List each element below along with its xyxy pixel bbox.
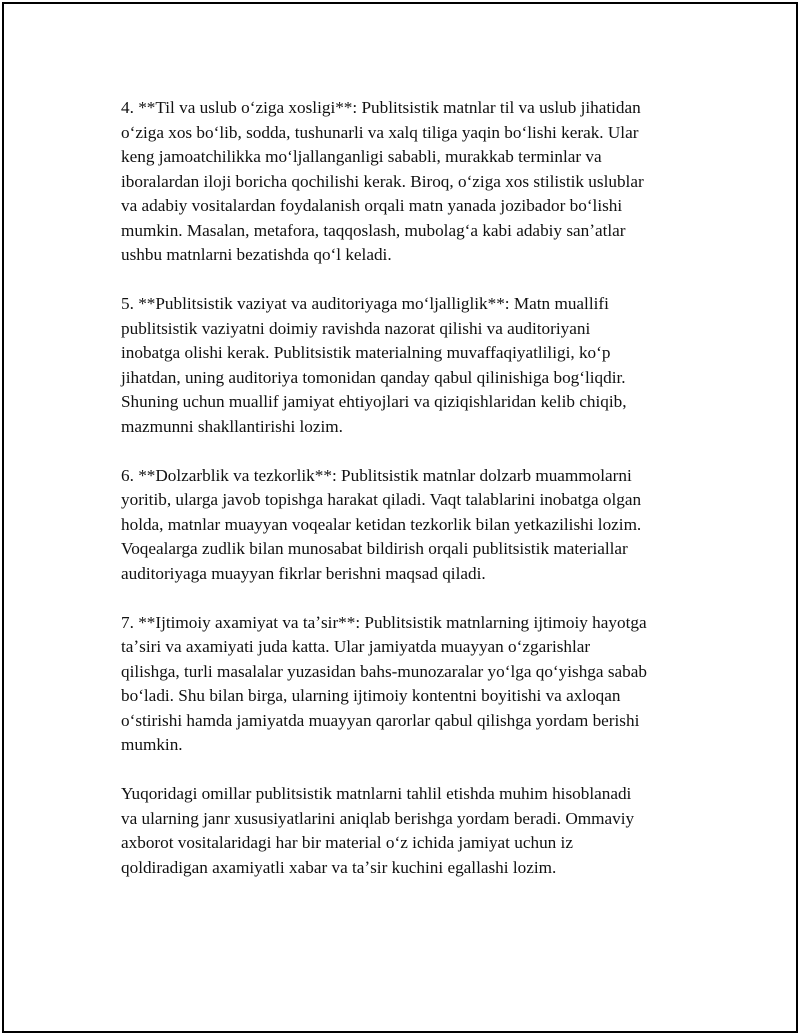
text-line: 4. **Til va uslub oʻziga xosligi**: Publitsistik matnlar til va uslub jihatidan — [121, 98, 641, 117]
text-line: Shuning uchun muallif jamiyat ehtiyojlari va qiziqishlaridan kelib chiqib, — [121, 392, 627, 411]
text-line: va ularning janr xususiyatlarini aniqlab berishga yordam beradi. Ommaviy — [121, 808, 635, 828]
text-line: mumkin. Masalan, metafora, taqqoslash, mubolagʻa kabi adabiy sanʼatlar — [121, 220, 626, 240]
text-line: publitsistik vaziyatni doimiy ravishda nazorat qilishi va auditoriyani — [121, 318, 591, 338]
text-line: 7. **Ijtimoiy axamiyat va taʼsir**: Publitsistik matnlarning ijtimoiy hayotga — [121, 612, 647, 632]
text-line: mazmunni shakllantirishi lozim. — [121, 416, 343, 436]
text-line: iboralardan iloji boricha qochilishi kerak. Biroq, oʻziga xos stilistik uslublar — [121, 171, 644, 191]
text-line: oʻziga xos boʻlib, sodda, tushunarli va xalq tiliga yaqin boʻlishi kerak. Ular — [121, 122, 639, 142]
paragraph-4-til-va-uslub — [121, 96, 711, 268]
text-line: holda, matnlar muayyan voqealar ketidan tezkorlik bilan yetkazilishi lozim. — [121, 514, 642, 534]
text-line: qilishga, turli masalalar yuzasidan bahs-munozaralar yoʻlga qoʻyishga sabab — [121, 661, 647, 681]
text-line: Yuqoridagi omillar publitsistik matnlarni tahlil etishda muhim hisoblanadi — [121, 784, 632, 803]
text-line: keng jamoatchilikka moʻljallanganligi sababli, murakkab terminlar va — [121, 147, 602, 166]
text-line: ushbu matnlarni bezatishda qoʻl keladi. — [121, 245, 392, 264]
text-line: inobatga olishi kerak. Publitsistik materialning muvaffaqiyatliligi, koʻp — [121, 343, 611, 362]
text-line: 5. **Publitsistik vaziyat va auditoriyaga moʻljalliglik**: Matn muallifi — [121, 294, 609, 313]
text-line: Voqealarga zudlik bilan munosabat bildirish orqali publitsistik materiallar — [121, 539, 628, 558]
text-line: boʻladi. Shu bilan birga, ularning ijtimoiy kontentni boyitishi va axloqan — [121, 686, 621, 705]
text-line: axborot vositalaridagi har bir material oʻz ichida jamiyat uchun iz — [121, 833, 573, 852]
text-line: auditoriyaga muayyan fikrlar berishni maqsad qiladi. — [121, 563, 486, 583]
paragraph-7-ijtimoiy-axamiyat — [121, 611, 711, 758]
document-body — [121, 96, 711, 905]
page-frame — [2, 2, 798, 1033]
text-line: taʼsiri va axamiyati juda katta. Ular jamiyatda muayyan oʻzgarishlar — [121, 637, 591, 656]
text-line: 6. **Dolzarblik va tezkorlik**: Publitsistik matnlar dolzarb muammolarni — [121, 465, 632, 485]
text-line: yoritib, ularga javob topishga harakat qiladi. Vaqt talablarini inobatga olgan — [121, 490, 642, 509]
text-line: jihatdan, uning auditoriya tomonidan qanday qabul qilinishiga bogʻliqdir. — [121, 367, 626, 387]
paragraph-conclusion — [121, 782, 711, 880]
text-line: oʻstirishi hamda jamiyatda muayyan qarorlar qabul qilishga yordam berishi — [121, 710, 640, 730]
paragraph-5-publitsistik-vaziyat — [121, 292, 711, 439]
text-line: qoldiradigan axamiyatli xabar va taʼsir kuchini egallashi lozim. — [121, 857, 557, 877]
text-line: va adabiy vositalardan foydalanish orqali matn yanada jozibador boʻlishi — [121, 196, 623, 215]
paragraph-6-dolzarblik — [121, 464, 711, 587]
text-line: mumkin. — [121, 735, 183, 754]
